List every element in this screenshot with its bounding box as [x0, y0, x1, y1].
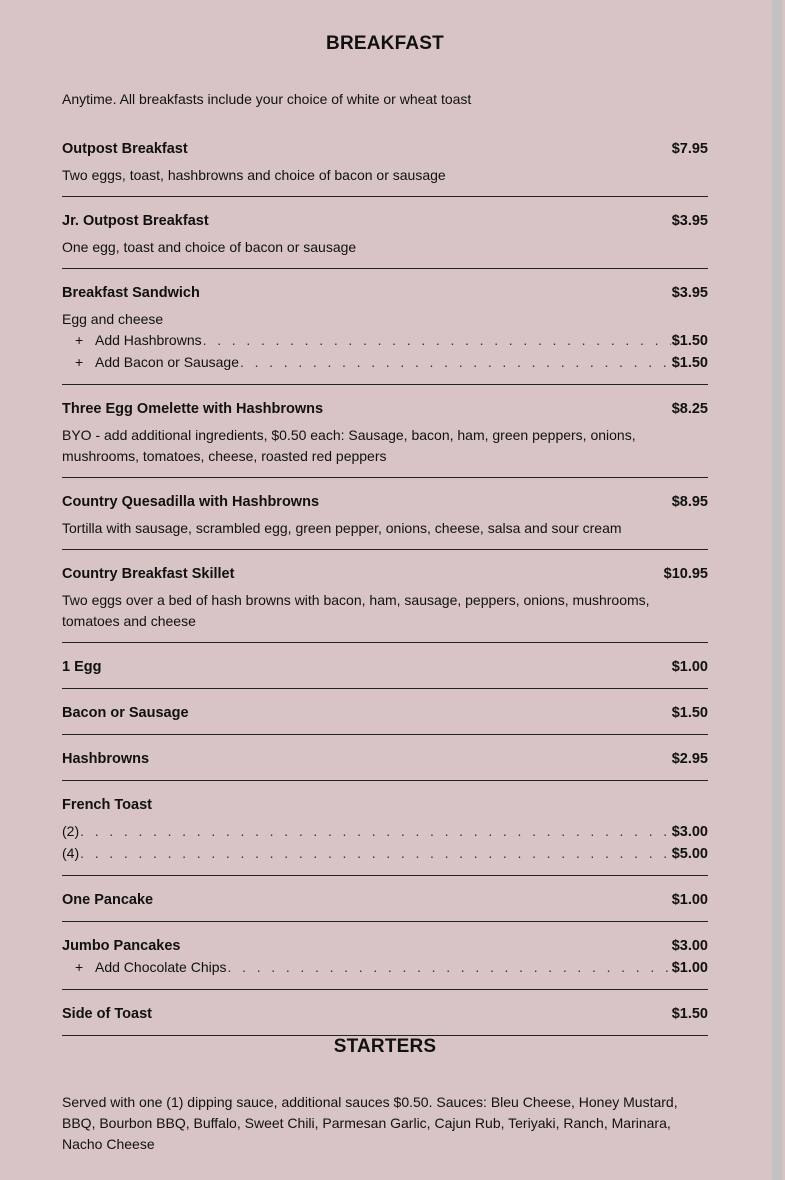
item-price: $1.50 — [671, 705, 708, 721]
item-description: Two eggs, toast, hashbrowns and choice of bacon or sausage — [62, 167, 446, 183]
size-label: (2) — [62, 823, 80, 839]
menu-item-jumbo-pancakes — [62, 922, 708, 990]
item-price: $8.25 — [671, 401, 708, 417]
item-price: $7.95 — [671, 141, 708, 157]
breakfast-intro: Anytime. All breakfasts include your choice of white or wheat toast — [62, 91, 472, 107]
vertical-scrollbar[interactable] — [770, 0, 785, 1180]
item-description: BYO - add additional ingredients, $0.50 each: Sausage, bacon, ham, green peppers, onions, mushrooms, tomatoes, cheese, roasted red peppers — [62, 427, 636, 464]
menu-item-side-of-toast — [62, 990, 708, 1036]
item-name: Country Breakfast Skillet — [62, 566, 235, 582]
menu-page — [62, 0, 708, 1155]
item-description: Egg and cheese — [62, 311, 164, 327]
addon-label: + Add Chocolate Chips — [62, 957, 227, 978]
item-name: 1 Egg — [62, 659, 102, 675]
item-price: $1.00 — [671, 892, 708, 908]
item-price: $1.00 — [671, 659, 708, 675]
item-name: Breakfast Sandwich — [62, 285, 200, 301]
item-name: Side of Toast — [62, 1006, 152, 1022]
item-name: Hashbrowns — [62, 751, 150, 767]
item-price: $8.95 — [671, 494, 708, 510]
dot-leader — [203, 330, 671, 351]
menu-item-hashbrowns — [62, 735, 708, 781]
item-name: Three Egg Omelette with Hashbrowns — [62, 401, 324, 417]
breakfast-section-title: BREAKFAST — [326, 33, 444, 54]
size-price: $3.00 — [671, 824, 708, 840]
item-name: Outpost Breakfast — [62, 141, 188, 157]
addon-label: + Add Hashbrowns — [62, 330, 202, 351]
scrollbar-thumb[interactable] — [772, 0, 782, 1180]
item-name: Jumbo Pancakes — [62, 938, 181, 954]
dot-leader — [80, 843, 671, 864]
menu-item-country-breakfast-skillet — [62, 550, 708, 643]
item-name: Bacon or Sausage — [62, 705, 189, 721]
item-name: One Pancake — [62, 892, 154, 908]
menu-item-bacon-or-sausage — [62, 689, 708, 735]
item-price: $3.95 — [671, 285, 708, 301]
dot-leader — [240, 352, 671, 373]
menu-item-three-egg-omelette — [62, 385, 708, 478]
addon-row — [62, 352, 708, 374]
item-description: Tortilla with sausage, scrambled egg, green pepper, onions, cheese, salsa and sour cream — [62, 520, 622, 536]
menu-item-jr-outpost-breakfast — [62, 197, 708, 269]
item-price: $2.95 — [671, 751, 708, 767]
addon-price: $1.50 — [671, 333, 708, 349]
item-name: Country Quesadilla with Hashbrowns — [62, 494, 320, 510]
item-name: Jr. Outpost Breakfast — [62, 213, 209, 229]
dot-leader — [228, 957, 671, 978]
item-name: French Toast — [62, 797, 152, 813]
item-price: $1.50 — [671, 1006, 708, 1022]
addon-price: $1.50 — [671, 355, 708, 371]
starters-section-title: STARTERS — [333, 1036, 437, 1057]
starters-intro: Served with one (1) dipping sauce, additional sauces $0.50. Sauces: Bleu Cheese, Honey Mustard, BBQ, Bourbon BBQ, Buffalo, Sweet Chili, Parmesan Garlic, Cajun Rub, Teriyaki, Ranch, Marinara, Nacho Cheese — [62, 1094, 678, 1152]
menu-item-outpost-breakfast — [62, 138, 708, 197]
item-price: $10.95 — [663, 566, 708, 582]
addon-price: $1.00 — [671, 960, 708, 976]
size-row — [62, 843, 708, 865]
item-price: $3.00 — [671, 938, 708, 954]
size-price: $5.00 — [671, 846, 708, 862]
item-price: $3.95 — [671, 213, 708, 229]
dot-leader — [80, 821, 671, 842]
menu-item-one-egg — [62, 643, 708, 689]
menu-item-french-toast — [62, 781, 708, 876]
menu-item-one-pancake — [62, 876, 708, 922]
addon-label: + Add Bacon or Sausage — [62, 352, 239, 373]
menu-item-breakfast-sandwich — [62, 269, 708, 385]
addon-row — [62, 957, 708, 979]
size-label: (4) — [62, 845, 80, 861]
size-row — [62, 821, 708, 843]
item-description: One egg, toast and choice of bacon or sausage — [62, 239, 357, 255]
item-description: Two eggs over a bed of hash browns with bacon, ham, sausage, peppers, onions, mushrooms, tomatoes and cheese — [62, 592, 650, 629]
addon-row — [62, 330, 708, 352]
menu-item-country-quesadilla — [62, 478, 708, 550]
